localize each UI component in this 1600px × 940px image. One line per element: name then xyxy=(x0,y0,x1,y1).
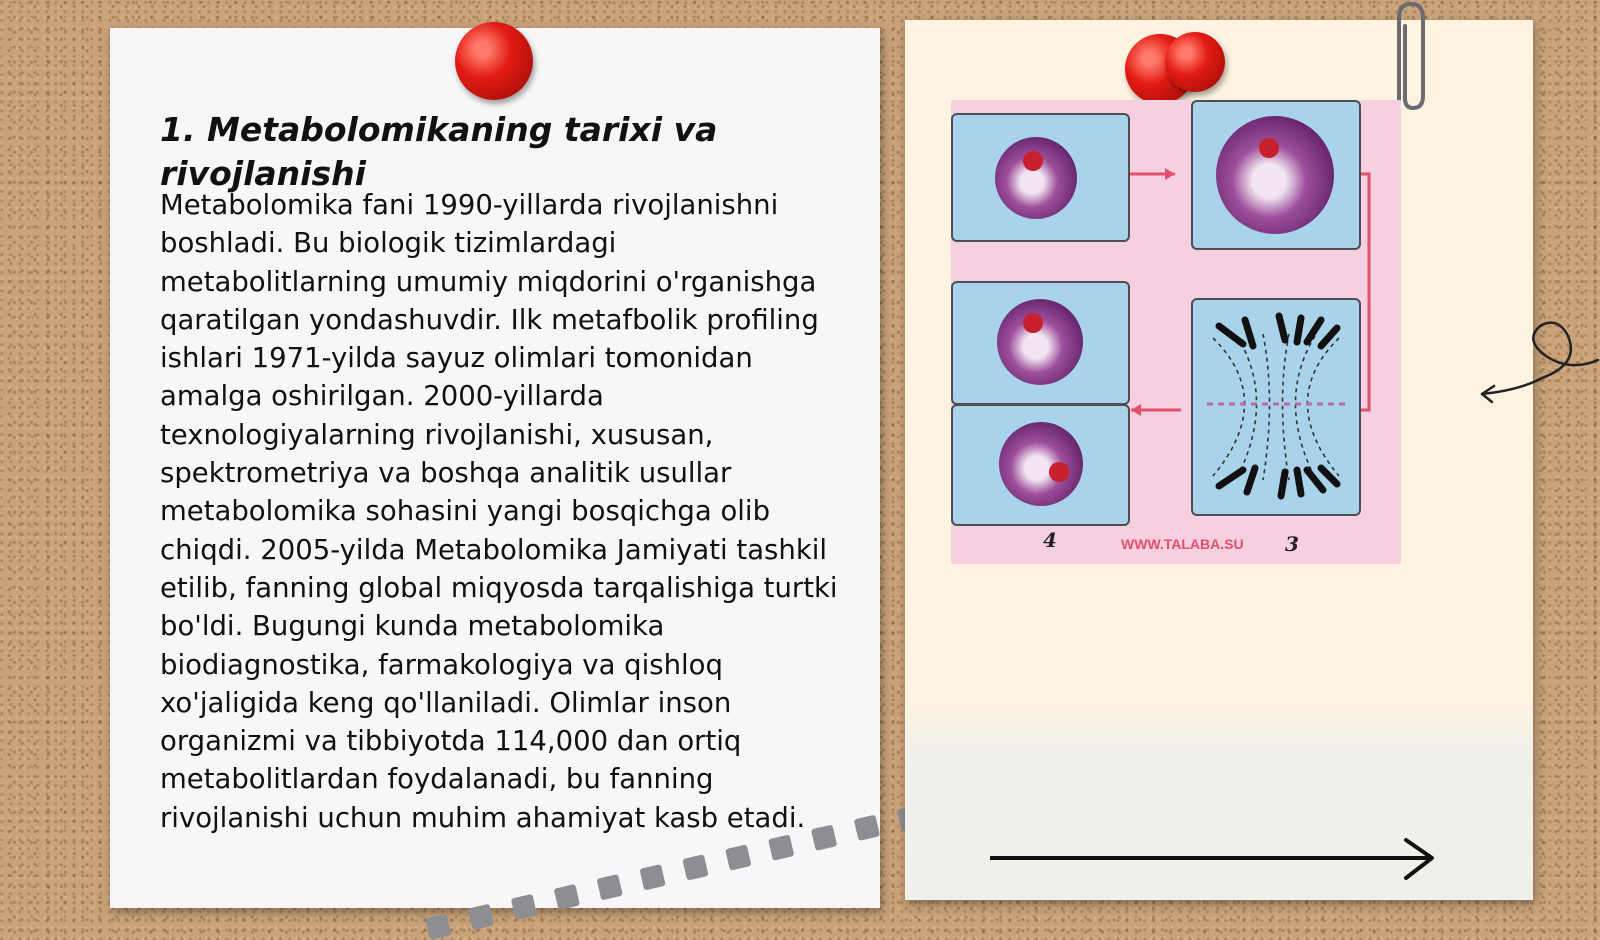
cell-panel xyxy=(1191,298,1361,516)
section-title: 1. Metabolomikaning tarixi va rivojlanishi xyxy=(160,110,718,193)
pushpin-icon xyxy=(455,22,533,100)
cell-panel xyxy=(951,113,1130,242)
cell-panel xyxy=(951,404,1130,526)
arrow-icon xyxy=(1480,310,1600,410)
figure-label-4: 4 xyxy=(1043,528,1057,552)
section-body-text: Metabolomika fani 1990-yillarda rivojlanishni boshladi. Bu biologik tizimlardagi metabolitlarning umumiy miqdorini o'rganishga qaratilgan yondashuvdir. Ilk metafbolik profiling ishlari 1971-yilda sayuz olimlari tomonidan amalga oshirilgan. 2000-yillarda texnologiyalarning rivojlanishi, xususan, spektrometriya va boshqa analitik usullar metabolomika sohasini yangi bosqichga olib chiqdi. 2005-yilda Metabolomika Jamiyati tashkil etilib, fanning global miqyosda tarqalishiga turtki bo'ldi. Bugungi kunda metabolomika biodiagnostika, farmakologiya va qishloq xo'jaligida keng qo'llaniladi. Olimlar inson organizmi va tibbiyotda 114,000 dan ortiq metabolitlardan foydalanadi, bu fanning rivojlanishi uchun muhim ahamiyat kasb etadi. xyxy=(160,189,838,834)
cell-panel xyxy=(1191,100,1361,250)
arrow-icon xyxy=(990,836,1450,886)
cell-division-figure xyxy=(951,100,1401,564)
pushpin-icon xyxy=(1165,32,1225,92)
figure-label-3: 3 xyxy=(1285,532,1299,556)
figure-watermark: WWW.TALABA.SU xyxy=(1121,536,1244,552)
spindle-drawing xyxy=(1193,300,1359,514)
cell-panel xyxy=(951,281,1130,405)
